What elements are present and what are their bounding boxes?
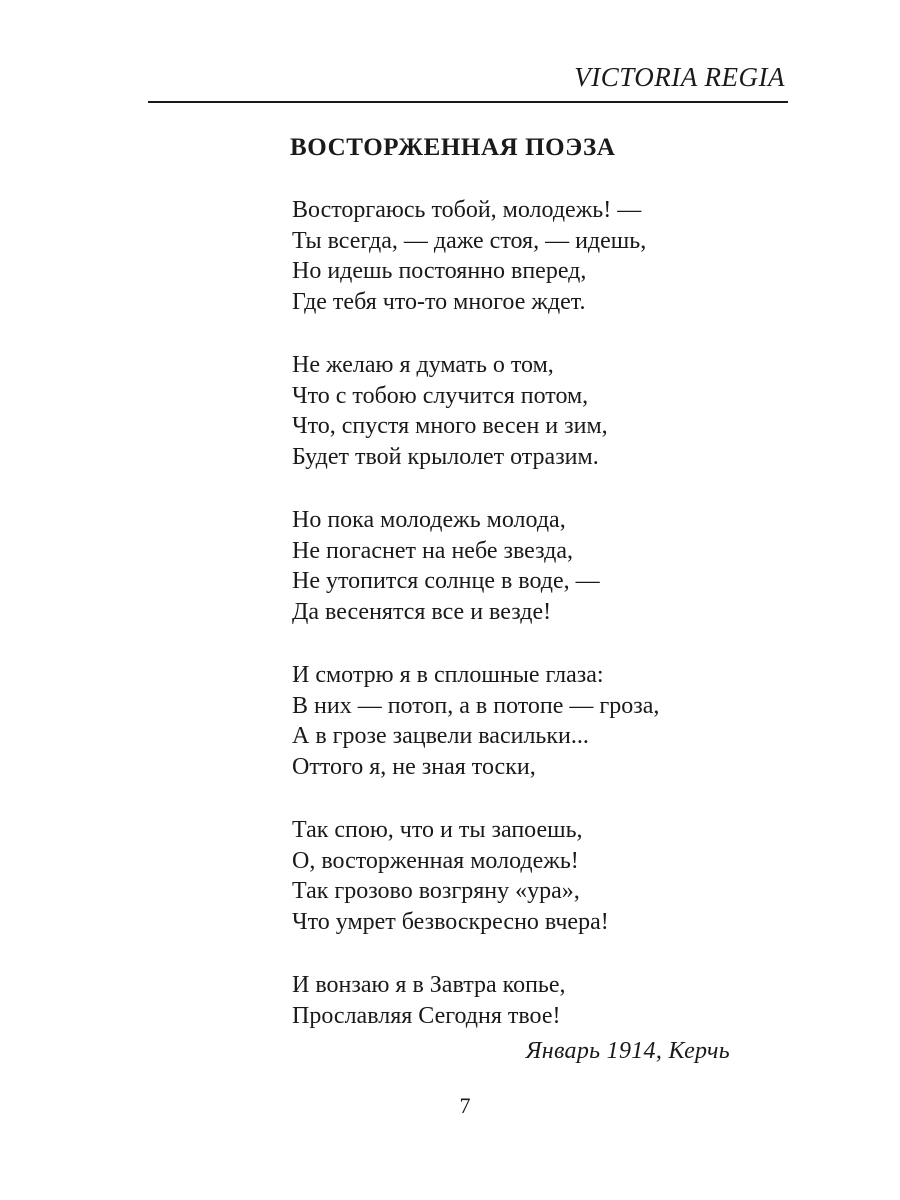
poem-line: Так грозово возгряну «ура», <box>292 878 580 904</box>
poem-line: Не погаснет на небе звезда, <box>292 537 574 564</box>
poem-line: И вонзаю я в Завтра копье, <box>292 972 566 998</box>
poem-line: Что умрет безвоскресно вчера! <box>292 908 609 935</box>
stanza-1 <box>292 195 852 317</box>
poem-line: Будет твой крылолет отразим. <box>292 443 599 470</box>
poem-line: Не утопится солнце в воде, — <box>292 568 600 594</box>
poem-body <box>292 195 852 1064</box>
header-rule <box>148 101 788 103</box>
stanza-2 <box>292 350 852 472</box>
poem-line: И смотрю я в сплошные глаза: <box>292 662 604 688</box>
poem-line: Но пока молодежь молода, <box>292 507 566 533</box>
stanza-5 <box>292 815 852 937</box>
page-number: 7 <box>459 1093 471 1118</box>
poem-line: А в грозе зацвели васильки... <box>292 723 589 749</box>
poem-line: Так спою, что и ты запоешь, <box>292 817 583 843</box>
poem-line: Что, спустя много весен и зим, <box>292 413 608 439</box>
stanza-3 <box>292 505 852 627</box>
poem-line: Восторгаюсь тобой, молодежь! — <box>292 197 642 223</box>
poem-line: Где тебя что-то многое ждет. <box>292 288 586 315</box>
poem-dateline: Январь 1914, Керчь <box>525 1038 730 1064</box>
poem-title: ВОСТОРЖЕННАЯ ПОЭЗА <box>290 134 616 161</box>
running-head: VICTORIA REGIA <box>574 62 785 92</box>
poem-line: Оттого я, не зная тоски, <box>292 753 536 780</box>
poem-line: О, восторженная молодежь! <box>292 847 579 874</box>
poem-line: Ты всегда, — даже стоя, — идешь, <box>292 227 647 254</box>
stanza-6 <box>292 970 852 1031</box>
poem-line: Да весенятся все и везде! <box>292 598 552 625</box>
poem-line: Не желаю я думать о том, <box>292 352 554 378</box>
poem-line: В них — потоп, а в потопе — гроза, <box>292 692 660 719</box>
poem-line: Прославляя Сегодня твое! <box>292 1002 561 1029</box>
stanza-4 <box>292 660 852 782</box>
poem-line: Но идешь постоянно вперед, <box>292 258 587 284</box>
poem-line: Что с тобою случится потом, <box>292 382 589 409</box>
